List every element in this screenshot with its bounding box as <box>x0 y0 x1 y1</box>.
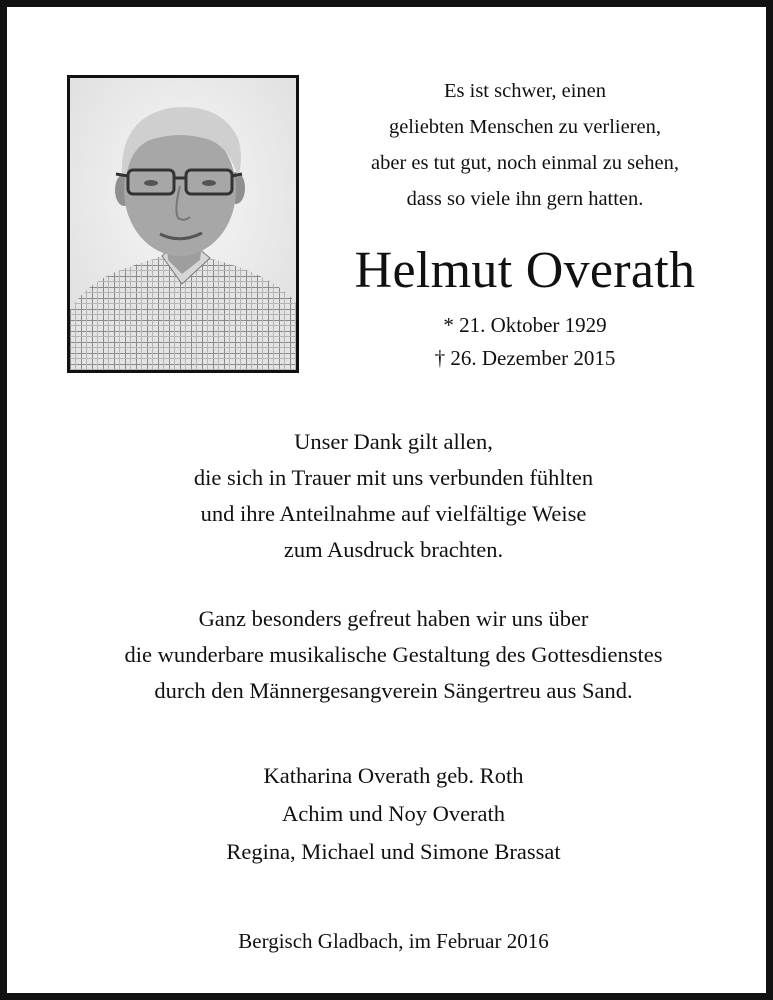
thanks-paragraph <box>27 424 760 568</box>
thanks-line: Unser Dank gilt allen, <box>294 429 493 454</box>
life-dates <box>307 309 743 375</box>
quote-line: geliebten Menschen zu verlieren, <box>388 116 662 138</box>
birth-date: * 21. Oktober 1929 <box>443 313 607 337</box>
special-thanks-line: die wunderbare musikalische Gestaltung des Gottesdienstes <box>124 642 663 667</box>
family-member: Regina, Michael und Simone Brassat <box>226 839 561 864</box>
family-member: Achim und Noy Overath <box>281 801 506 826</box>
deceased-name: Helmut Overath <box>354 242 696 299</box>
memorial-quote <box>307 73 743 217</box>
special-thanks-paragraph <box>27 601 760 709</box>
family-member: Katharina Overath geb. Roth <box>263 763 524 788</box>
family-signatures <box>27 757 760 871</box>
portrait-photo <box>67 75 299 373</box>
quote-line: aber es tut gut, noch einmal zu sehen, <box>371 152 679 174</box>
place-and-date: Bergisch Gladbach, im Februar 2016 <box>238 929 549 953</box>
thanks-line: zum Ausdruck brachten. <box>283 537 504 562</box>
special-thanks-line: durch den Männergesangverein Sängertreu aus Sand. <box>154 678 633 703</box>
thanks-line: und ihre Anteilnahme auf vielfältige Weise <box>200 501 587 526</box>
thanks-line: die sich in Trauer mit uns verbunden fühlten <box>193 465 594 490</box>
quote-line: Es ist schwer, einen <box>444 80 606 102</box>
special-thanks-line: Ganz besonders gefreut haben wir uns über <box>198 606 589 631</box>
quote-line: dass so viele ihn gern hatten. <box>406 188 644 210</box>
death-date: † 26. Dezember 2015 <box>434 346 616 370</box>
